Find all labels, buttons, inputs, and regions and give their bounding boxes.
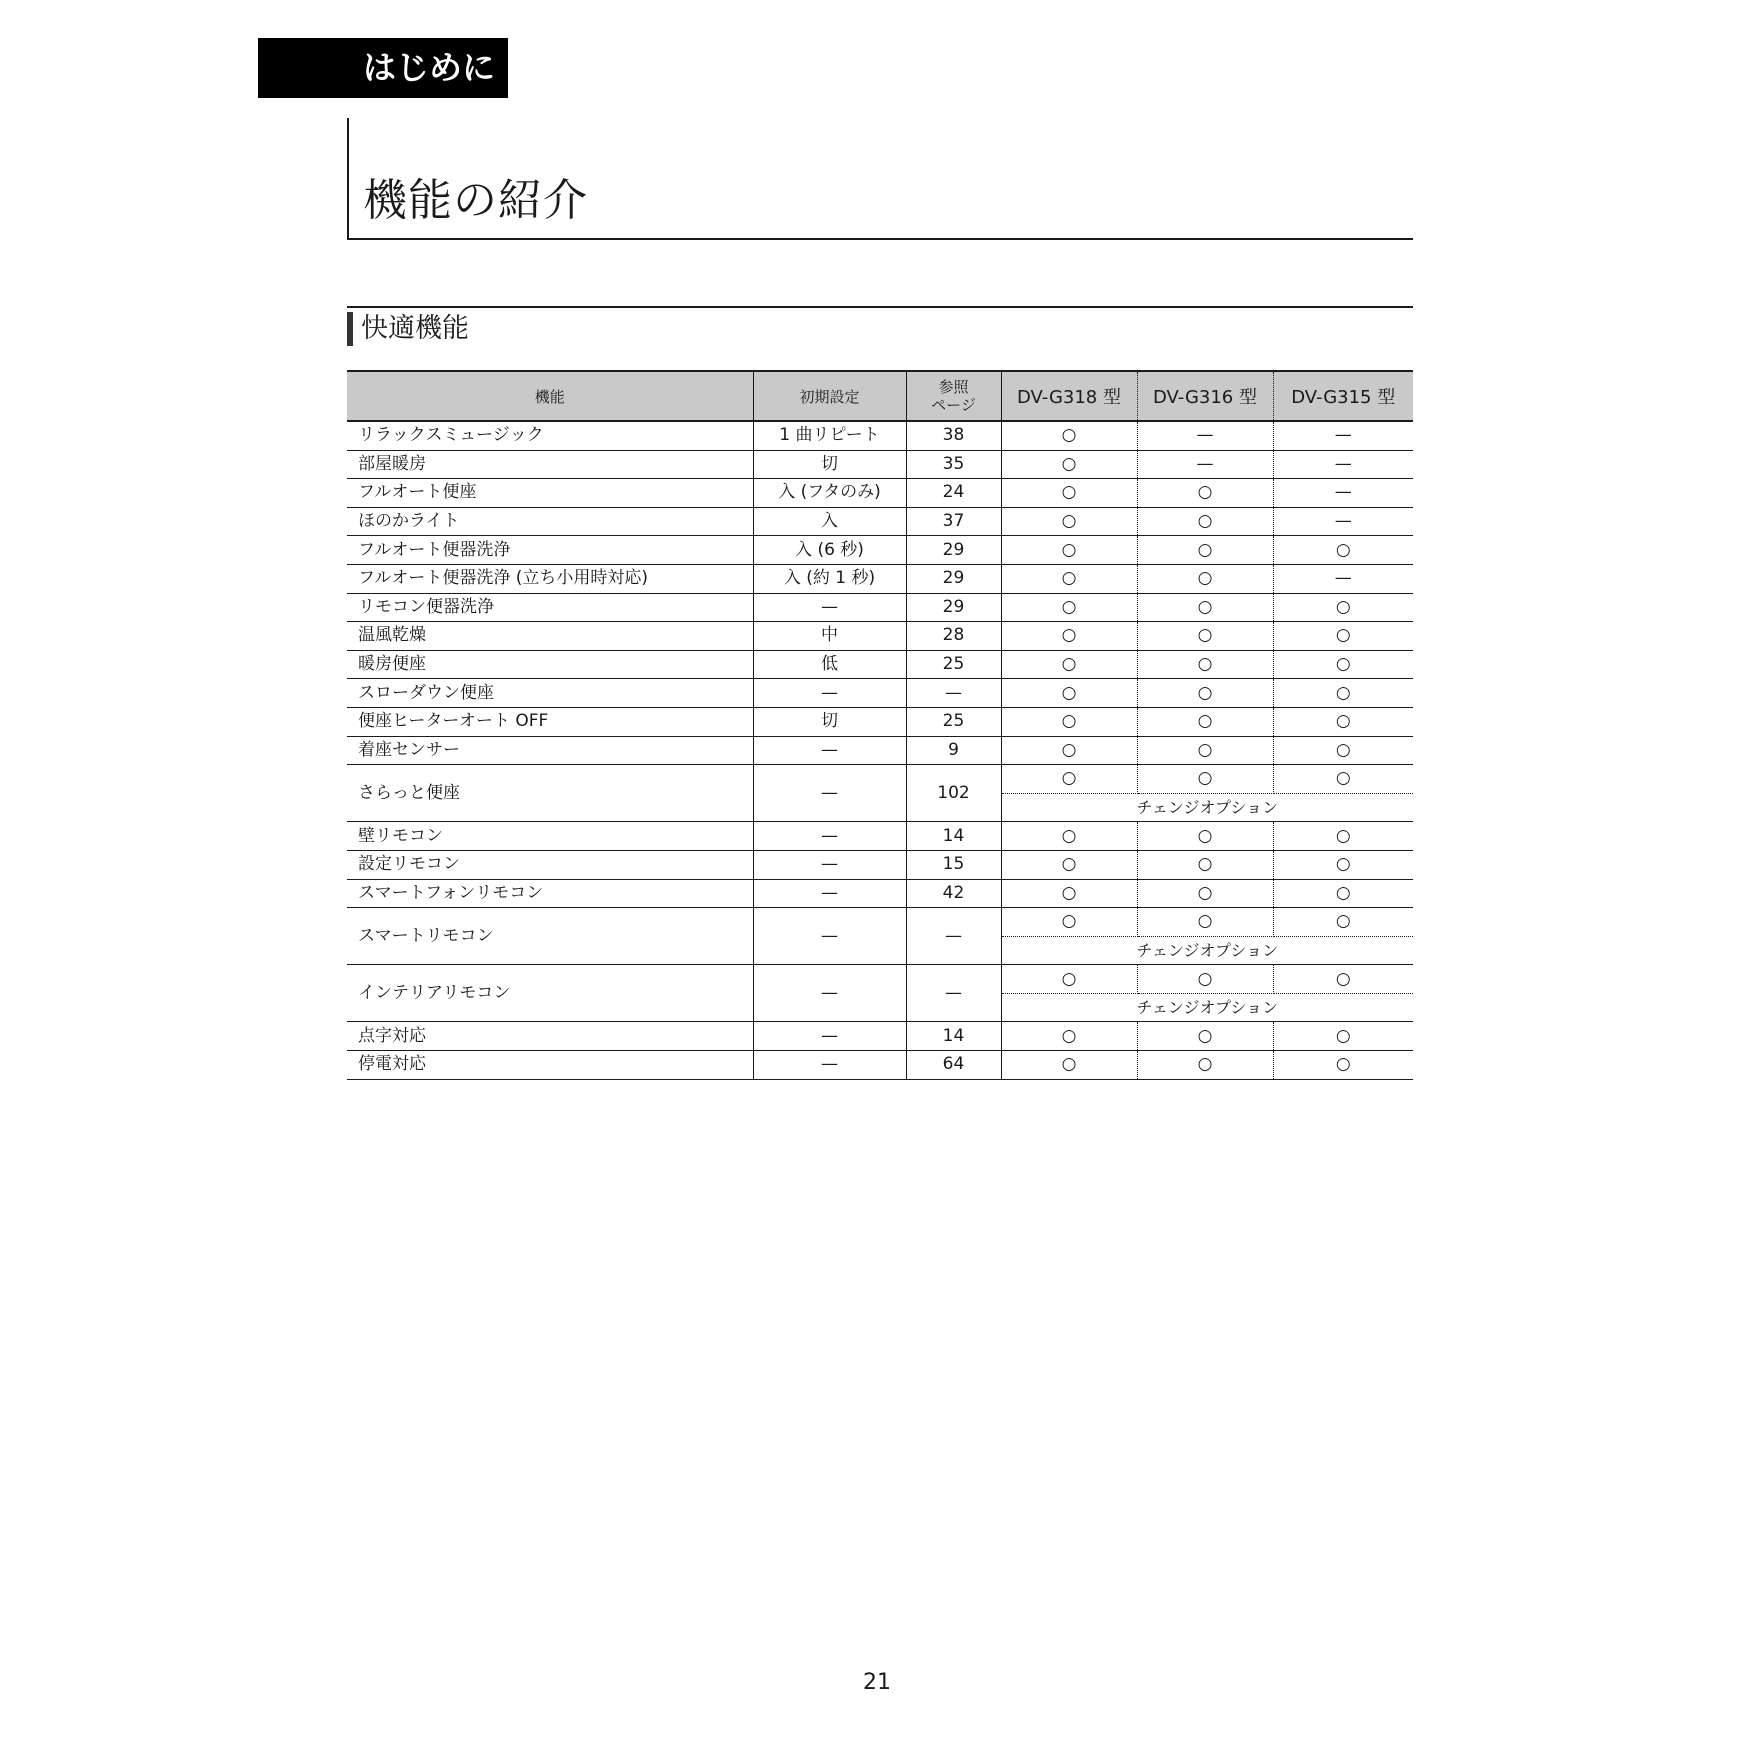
- model-2-cell: ○: [1137, 736, 1273, 765]
- model-2-cell: —: [1137, 421, 1273, 450]
- model-3-cell: ○: [1273, 879, 1413, 908]
- reference-page-cell: 25: [906, 707, 1001, 736]
- model-1-cell: ○: [1001, 765, 1137, 794]
- model-3-cell: ○: [1273, 622, 1413, 651]
- function-name-cell: 停電対応: [347, 1051, 753, 1080]
- model-2-cell: ○: [1137, 593, 1273, 622]
- table-row: [347, 822, 1413, 851]
- model-1-cell: ○: [1001, 736, 1137, 765]
- reference-page-cell: 28: [906, 622, 1001, 651]
- default-setting-cell: 1 曲リピート: [753, 421, 906, 450]
- function-name-cell: スマートリモコン: [347, 908, 753, 965]
- table-body: [347, 421, 1413, 1079]
- model-2-cell: ○: [1137, 908, 1273, 937]
- function-name-cell: 暖房便座: [347, 650, 753, 679]
- reference-page-cell: —: [906, 908, 1001, 965]
- model-2-cell: ○: [1137, 1051, 1273, 1080]
- table-row: [347, 765, 1413, 794]
- model-3-cell: ○: [1273, 650, 1413, 679]
- model-1-cell: ○: [1001, 850, 1137, 879]
- model-3-cell: ○: [1273, 765, 1413, 794]
- table-row: [347, 879, 1413, 908]
- table-header-row: [347, 371, 1413, 421]
- model-2-cell: ○: [1137, 507, 1273, 536]
- table-row: [347, 850, 1413, 879]
- reference-page-cell: 29: [906, 536, 1001, 565]
- default-setting-cell: —: [753, 679, 906, 708]
- model-2-cell: ○: [1137, 765, 1273, 794]
- model-2-cell: ○: [1137, 479, 1273, 508]
- function-name-cell: スマートフォンリモコン: [347, 879, 753, 908]
- model-2-cell: ○: [1137, 536, 1273, 565]
- reference-page-cell: 24: [906, 479, 1001, 508]
- table-row: [347, 622, 1413, 651]
- reference-page-cell: 29: [906, 593, 1001, 622]
- title-block: [347, 118, 1413, 240]
- model-3-cell: ○: [1273, 707, 1413, 736]
- model-1-cell: ○: [1001, 421, 1137, 450]
- model-1-cell: ○: [1001, 479, 1137, 508]
- reference-page-cell: 15: [906, 850, 1001, 879]
- header-reference-page: [906, 371, 1001, 421]
- model-3-cell: ○: [1273, 593, 1413, 622]
- model-1-cell: ○: [1001, 908, 1137, 937]
- header-function: 機能: [347, 371, 753, 421]
- model-1-cell: ○: [1001, 707, 1137, 736]
- table-row: [347, 421, 1413, 450]
- reference-page-cell: 102: [906, 765, 1001, 822]
- reference-page-cell: 14: [906, 822, 1001, 851]
- default-setting-cell: —: [753, 1051, 906, 1080]
- model-3-cell: ○: [1273, 965, 1413, 994]
- default-setting-cell: 低: [753, 650, 906, 679]
- model-2-cell: ○: [1137, 879, 1273, 908]
- reference-page-cell: 38: [906, 421, 1001, 450]
- header-model-3: DV-G315 型: [1273, 371, 1413, 421]
- table-row: [347, 536, 1413, 565]
- table-row: [347, 564, 1413, 593]
- default-setting-cell: —: [753, 736, 906, 765]
- model-1-cell: ○: [1001, 879, 1137, 908]
- table-row: [347, 650, 1413, 679]
- chapter-tab: はじめに: [258, 38, 508, 98]
- model-3-cell: —: [1273, 507, 1413, 536]
- model-1-cell: ○: [1001, 1051, 1137, 1080]
- model-3-cell: ○: [1273, 679, 1413, 708]
- model-1-cell: ○: [1001, 650, 1137, 679]
- table-row: [347, 1022, 1413, 1051]
- default-setting-cell: —: [753, 1022, 906, 1051]
- model-3-cell: ○: [1273, 850, 1413, 879]
- reference-page-cell: 42: [906, 879, 1001, 908]
- default-setting-cell: —: [753, 822, 906, 851]
- model-1-cell: ○: [1001, 536, 1137, 565]
- function-name-cell: 壁リモコン: [347, 822, 753, 851]
- feature-table: [347, 370, 1413, 1080]
- table-row: [347, 736, 1413, 765]
- reference-page-cell: —: [906, 965, 1001, 1022]
- default-setting-cell: 中: [753, 622, 906, 651]
- model-3-cell: ○: [1273, 1051, 1413, 1080]
- default-setting-cell: —: [753, 850, 906, 879]
- table-row: [347, 1051, 1413, 1080]
- table-row: [347, 507, 1413, 536]
- function-name-cell: 点字対応: [347, 1022, 753, 1051]
- model-2-cell: ○: [1137, 822, 1273, 851]
- header-reference-line1: 参照: [938, 378, 969, 396]
- reference-page-cell: 14: [906, 1022, 1001, 1051]
- change-option-note: チェンジオプション: [1001, 936, 1413, 965]
- model-1-cell: ○: [1001, 679, 1137, 708]
- function-name-cell: リモコン便器洗浄: [347, 593, 753, 622]
- default-setting-cell: 入 (約 1 秒): [753, 564, 906, 593]
- reference-page-cell: —: [906, 679, 1001, 708]
- reference-page-cell: 64: [906, 1051, 1001, 1080]
- model-1-cell: ○: [1001, 1022, 1137, 1051]
- table-row: [347, 450, 1413, 479]
- function-name-cell: 設定リモコン: [347, 850, 753, 879]
- table-row: [347, 679, 1413, 708]
- function-name-cell: 部屋暖房: [347, 450, 753, 479]
- default-setting-cell: —: [753, 765, 906, 822]
- model-3-cell: —: [1273, 564, 1413, 593]
- model-2-cell: ○: [1137, 679, 1273, 708]
- header-default-setting: 初期設定: [753, 371, 906, 421]
- default-setting-cell: —: [753, 879, 906, 908]
- model-3-cell: —: [1273, 450, 1413, 479]
- model-3-cell: —: [1273, 421, 1413, 450]
- table-row: [347, 593, 1413, 622]
- section-divider: [347, 306, 1413, 308]
- function-name-cell: スローダウン便座: [347, 679, 753, 708]
- model-1-cell: ○: [1001, 822, 1137, 851]
- function-name-cell: ほのかライト: [347, 507, 753, 536]
- page-number: 21: [863, 1670, 891, 1695]
- table-row: [347, 707, 1413, 736]
- reference-page-cell: 9: [906, 736, 1001, 765]
- function-name-cell: 温風乾燥: [347, 622, 753, 651]
- function-name-cell: フルオート便器洗浄: [347, 536, 753, 565]
- default-setting-cell: —: [753, 593, 906, 622]
- function-name-cell: インテリアリモコン: [347, 965, 753, 1022]
- reference-page-cell: 35: [906, 450, 1001, 479]
- model-2-cell: ○: [1137, 850, 1273, 879]
- change-option-note: チェンジオプション: [1001, 993, 1413, 1022]
- reference-page-cell: 29: [906, 564, 1001, 593]
- header-model-1: DV-G318 型: [1001, 371, 1137, 421]
- default-setting-cell: 入 (フタのみ): [753, 479, 906, 508]
- default-setting-cell: 切: [753, 707, 906, 736]
- default-setting-cell: —: [753, 965, 906, 1022]
- table-row: [347, 965, 1413, 994]
- model-2-cell: —: [1137, 450, 1273, 479]
- model-2-cell: ○: [1137, 564, 1273, 593]
- model-1-cell: ○: [1001, 965, 1137, 994]
- model-3-cell: ○: [1273, 822, 1413, 851]
- function-name-cell: 着座センサー: [347, 736, 753, 765]
- model-3-cell: ○: [1273, 1022, 1413, 1051]
- model-1-cell: ○: [1001, 564, 1137, 593]
- function-name-cell: さらっと便座: [347, 765, 753, 822]
- model-2-cell: ○: [1137, 1022, 1273, 1051]
- header-model-2: DV-G316 型: [1137, 371, 1273, 421]
- page-title: 機能の紹介: [363, 175, 588, 226]
- model-1-cell: ○: [1001, 593, 1137, 622]
- model-2-cell: ○: [1137, 622, 1273, 651]
- default-setting-cell: —: [753, 908, 906, 965]
- model-2-cell: ○: [1137, 965, 1273, 994]
- function-name-cell: リラックスミュージック: [347, 421, 753, 450]
- function-name-cell: 便座ヒーターオート OFF: [347, 707, 753, 736]
- change-option-note: チェンジオプション: [1001, 793, 1413, 822]
- header-reference-line2: ページ: [931, 396, 976, 414]
- default-setting-cell: 入: [753, 507, 906, 536]
- default-setting-cell: 入 (6 秒): [753, 536, 906, 565]
- model-3-cell: ○: [1273, 536, 1413, 565]
- model-2-cell: ○: [1137, 650, 1273, 679]
- table-row: [347, 479, 1413, 508]
- reference-page-cell: 37: [906, 507, 1001, 536]
- function-name-cell: フルオート便座: [347, 479, 753, 508]
- model-3-cell: —: [1273, 479, 1413, 508]
- model-1-cell: ○: [1001, 622, 1137, 651]
- model-2-cell: ○: [1137, 707, 1273, 736]
- model-1-cell: ○: [1001, 507, 1137, 536]
- section-heading: 快適機能: [347, 312, 469, 346]
- default-setting-cell: 切: [753, 450, 906, 479]
- model-1-cell: ○: [1001, 450, 1137, 479]
- model-3-cell: ○: [1273, 908, 1413, 937]
- model-3-cell: ○: [1273, 736, 1413, 765]
- table-row: [347, 908, 1413, 937]
- reference-page-cell: 25: [906, 650, 1001, 679]
- function-name-cell: フルオート便器洗浄 (立ち小用時対応): [347, 564, 753, 593]
